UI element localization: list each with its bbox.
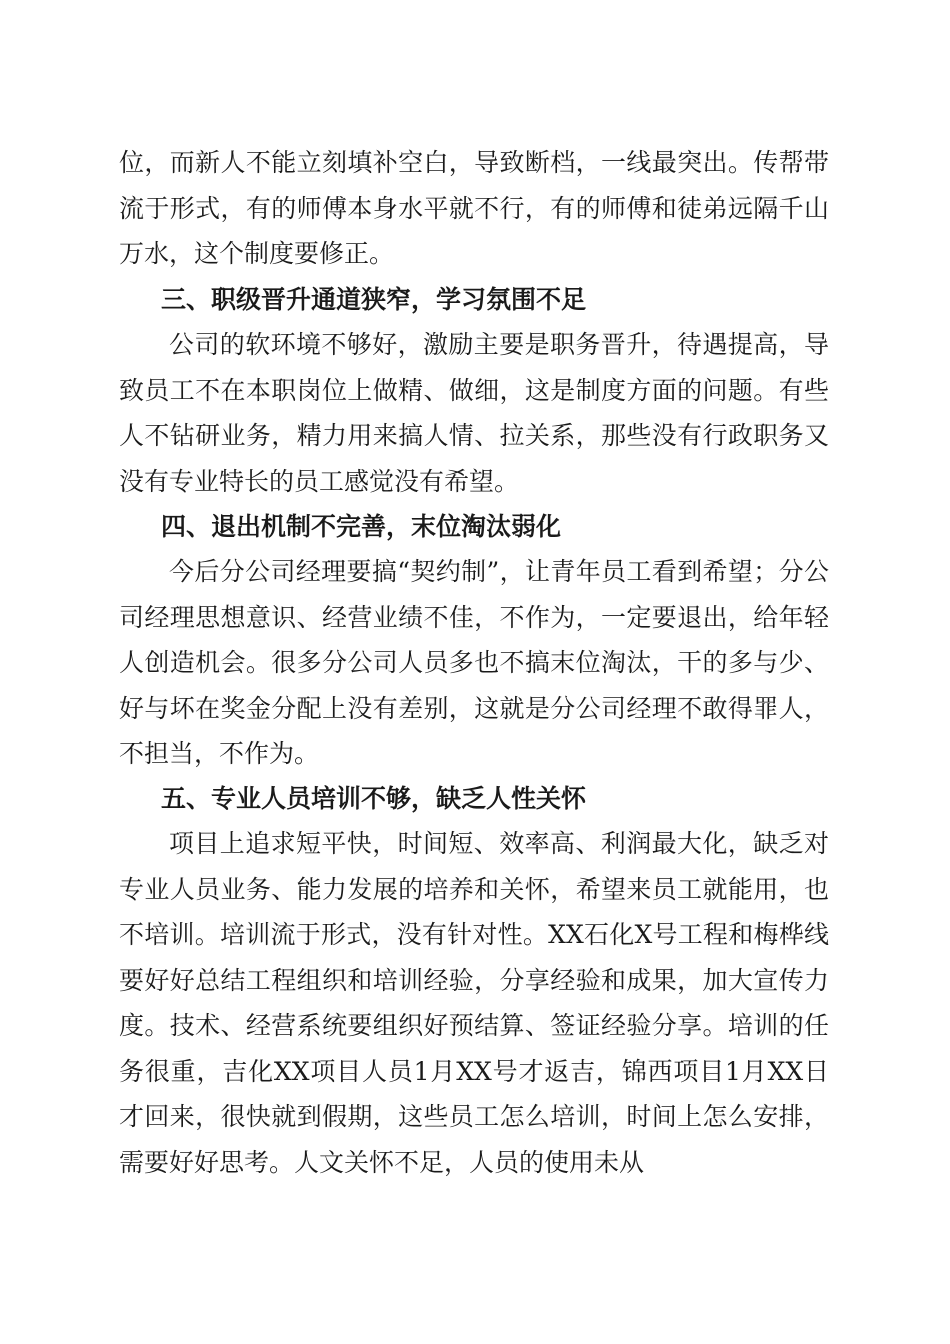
section-4-heading: 四、退出机制不完善，末位淘汰弱化 (161, 512, 562, 541)
intro-paragraph: 位，而新人不能立刻填补空白，导致断档，一线最突出。传帮带流于形式，有的师傅本身水平就不行，有的师傅和徒弟远隔千山万水，这个制度要修正。 (119, 148, 829, 268)
section-5-paragraph: 项目上追求短平快，时间短、效率高、利润最大化，缺乏对专业人员业务、能力发展的培养和关怀，希望来员工就能用，也不培训。培训流于形式，没有针对性。XX石化X号工程和梅桦线要好好总结工程组织和培训经验，分享经验和成果，加大宣传力度。技术、经营系统要组织好预结算、签证经验分享。培训的任务很重，吉化XX项目人员1月XX号才返吉，锦西项目1月XX日才回来，很快就到假期，这些员工怎么培训，时间上怎么安排，需要好好思考。人文关怀不足，人员的使用未从 (119, 829, 829, 1177)
section-5-heading: 五、专业人员培训不够，缺乏人性关怀 (161, 784, 587, 813)
section-4-paragraph: 今后分公司经理要搞“契约制”，让青年员工看到希望；分公司经理思想意识、经营业绩不佳，不作为，一定要退出，给年轻人创造机会。很多分公司人员多也不搞末位淘汰，干的多与少、好与坏在奖金分配上没有差别，这就是分公司经理不敢得罪人，不担当，不作为。 (119, 557, 829, 768)
section-3-heading: 三、职级晋升通道狭窄，学习氛围不足 (161, 285, 587, 314)
section-3-paragraph: 公司的软环境不够好，激励主要是职务晋升，待遇提高，导致员工不在本职岗位上做精、做细，这是制度方面的问题。有些人不钻研业务，精力用来搞人情、拉关系，那些没有行政职务又没有专业特长的员工感觉没有希望。 (119, 330, 829, 496)
